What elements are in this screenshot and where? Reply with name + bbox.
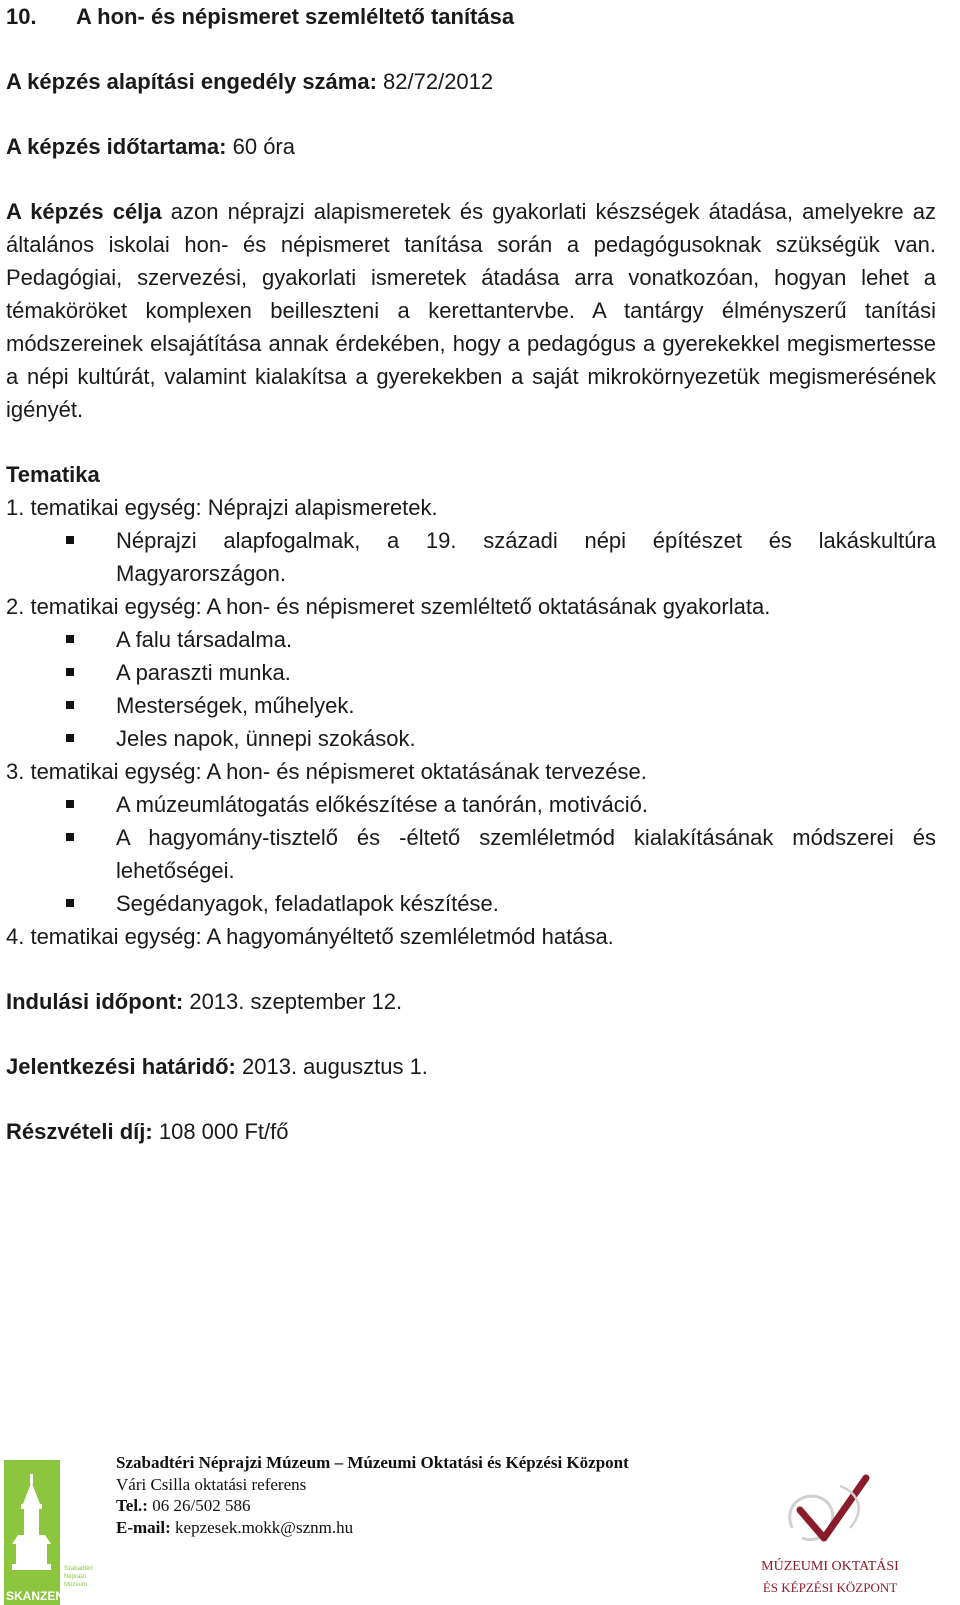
bullet-square-icon: [66, 800, 74, 808]
start-value: 2013. szeptember 12.: [189, 989, 403, 1014]
unit-4-title: 4. tematikai egység: A hagyományéltető szemléletmód hatása.: [6, 924, 614, 949]
unit-2-list: [6, 623, 936, 755]
list-item: A múzeumlátogatás előkészítése a tanórán, motiváció.: [6, 788, 936, 821]
goal-text: azon néprajzi alapismeretek és gyakorlati készségek átadása, amelyekre az általános iskolai hon- és népismeret tanítása során a pedagógusoknak szükségük van. Pedagógiai, szervezési, gyakorlati ismeretek átadása arra vonatkozóan, hogyan lehet a témaköröket komplexen beilleszteni a kerettantervbe. A tantárgy élményszerű tanítási módszereinek elsajátítása annak érdekében, hogy a pedagógus a gyerekekkel megismertesse a népi kultúrát, valamint kialakítsa a gyerekekben a saját mikrokörnyezetük megismerésének igényét.: [6, 199, 936, 422]
skanzen-sub-3: Múzeum: [64, 1582, 88, 1588]
footer-contact-person: Vári Csilla oktatási referens: [116, 1474, 307, 1494]
unit-3-title: 3. tematikai egység: A hon- és népismeret oktatásának tervezése.: [6, 759, 647, 784]
bullet-square-icon: [66, 668, 74, 676]
mokk-logo: [740, 1468, 920, 1605]
skanzen-logo: [4, 1460, 96, 1605]
bullet-square-icon: [66, 734, 74, 742]
start-line: [6, 985, 936, 1018]
list-item: A hagyomány-tisztelő és -éltető szemléletmód kialakításának módszerei és lehetőségei.: [6, 821, 936, 887]
footer-phone-line: Tel.: 06 26/502 586: [116, 1496, 251, 1515]
deadline-label: Jelentkezési határidő:: [6, 1054, 236, 1079]
bullet-square-icon: [66, 635, 74, 643]
footer-phone: 06 26/502 586: [152, 1496, 251, 1515]
footer-org: Szabadtéri Néprajzi Múzeum – Múzeumi Oktatási és Képzési Központ: [116, 1453, 629, 1472]
skanzen-word: SKANZEN: [6, 1589, 65, 1603]
permit-value: 82/72/2012: [383, 69, 494, 94]
list-item: Néprajzi alapfogalmak, a 19. századi népi építészet és lakáskultúra Magyarországon.: [6, 524, 936, 590]
unit-1-list: [6, 524, 936, 590]
fee-label: Részvételi díj:: [6, 1119, 153, 1144]
permit-line: [6, 65, 936, 98]
bullet-square-icon: [66, 899, 74, 907]
deadline-value: 2013. augusztus 1.: [242, 1054, 428, 1079]
list-item: A falu társadalma.: [6, 623, 936, 656]
course-title-text: A hon- és népismeret szemléltető tanítása: [76, 4, 515, 29]
goal-label: A képzés célja: [6, 199, 162, 224]
list-item: A paraszti munka.: [6, 656, 936, 689]
footer-email-line: E-mail: kepzesek.mokk@sznm.hu: [116, 1517, 354, 1537]
start-label: Indulási időpont:: [6, 989, 184, 1014]
fee-line: [6, 1115, 936, 1148]
bullet-square-icon: [66, 833, 74, 841]
duration-line: [6, 130, 936, 163]
mokk-line-2: ÉS KÉPZÉSI KÖZPONT: [762, 1580, 898, 1595]
list-item: Mesterségek, műhelyek.: [6, 689, 936, 722]
document: [6, 0, 936, 1148]
footer: [0, 1446, 960, 1605]
bullet-square-icon: [66, 701, 74, 709]
course-title: [6, 0, 936, 33]
unit-2-title: 2. tematikai egység: A hon- és népismeret szemléltető oktatásának gyakorlata.: [6, 594, 771, 619]
footer-email[interactable]: kepzesek.mokk@sznm.hu: [175, 1517, 354, 1537]
deadline-line: [6, 1050, 936, 1083]
list-item: Jeles napok, ünnepi szokások.: [6, 722, 936, 755]
duration-value: 60 óra: [232, 134, 295, 159]
fee-value: 108 000 Ft/fő: [158, 1119, 289, 1144]
list-item: Segédanyagok, feladatlapok készítése.: [6, 887, 936, 920]
skanzen-sub-2: Néprajzi: [64, 1574, 87, 1580]
duration-label: A képzés időtartama:: [6, 134, 227, 159]
course-number: 10.: [6, 4, 37, 29]
permit-label: A képzés alapítási engedély száma:: [6, 69, 377, 94]
unit-3-list: [6, 788, 936, 920]
bullet-square-icon: [66, 536, 74, 544]
goal-paragraph: [6, 195, 936, 426]
mokk-line-1: MÚZEUMI OKTATÁSI: [761, 1559, 899, 1574]
footer-contact: [116, 1452, 629, 1538]
tematika-heading: Tematika: [6, 462, 100, 487]
unit-1-title: 1. tematikai egység: Néprajzi alapismeretek.: [6, 495, 438, 520]
skanzen-sub-1: Szabadtéri: [64, 1566, 93, 1572]
mokk-swirl-icon: [790, 1478, 866, 1540]
